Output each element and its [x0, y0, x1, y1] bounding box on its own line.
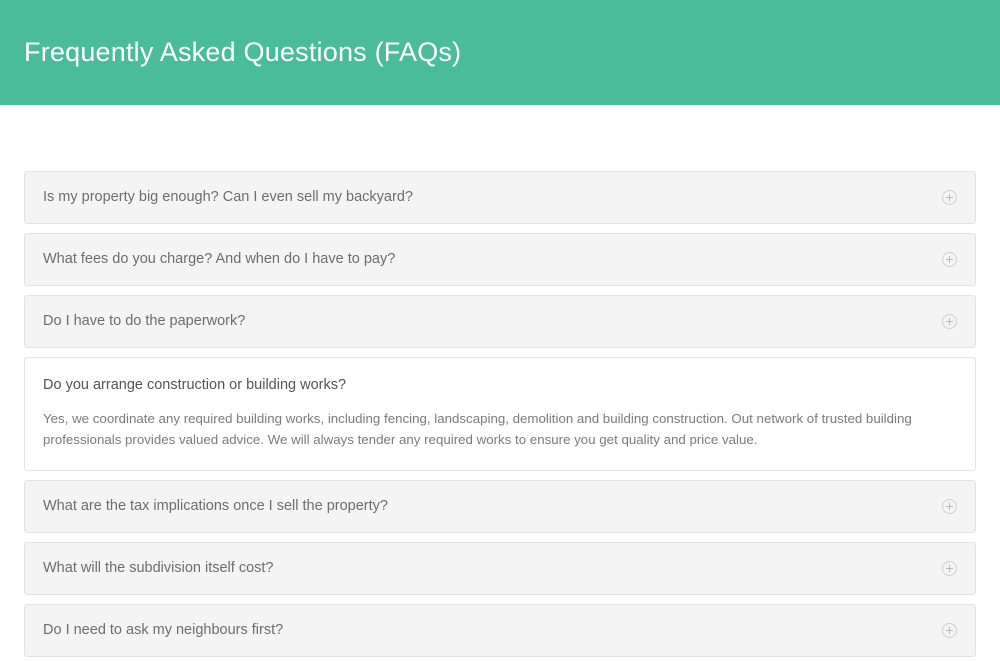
faq-question-label: Do I have to do the paperwork? — [43, 313, 246, 330]
page-header — [0, 0, 1000, 105]
plus-circle-icon[interactable] — [942, 499, 957, 514]
faq-question-row[interactable] — [25, 605, 975, 656]
faq-question-label: Do you arrange construction or building works? — [43, 377, 347, 393]
faq-item[interactable] — [24, 604, 976, 657]
plus-circle-icon[interactable] — [942, 561, 957, 576]
faq-question-label: Do I need to ask my neighbours first? — [43, 621, 284, 638]
faq-question-label: Is my property big enough? Can I even sell my backyard? — [43, 189, 413, 206]
faq-item-expanded[interactable] — [24, 357, 976, 471]
faq-accordion — [0, 105, 1000, 657]
faq-item[interactable] — [24, 171, 976, 224]
faq-question-label: What will the subdivision itself cost? — [43, 559, 274, 576]
faq-question-row[interactable] — [25, 481, 975, 532]
faq-question-row[interactable] — [25, 172, 975, 223]
faq-item[interactable] — [24, 295, 976, 348]
faq-item[interactable] — [24, 542, 976, 595]
faq-item[interactable] — [24, 480, 976, 533]
faq-question-row[interactable] — [25, 234, 975, 285]
faq-question-label: What fees do you charge? And when do I have to pay? — [43, 251, 396, 268]
plus-circle-icon[interactable] — [942, 623, 957, 638]
plus-circle-icon[interactable] — [942, 252, 957, 267]
plus-circle-icon[interactable] — [942, 190, 957, 205]
plus-circle-icon[interactable] — [942, 314, 957, 329]
page-title: Frequently Asked Questions (FAQs) — [24, 36, 462, 67]
faq-question-row[interactable] — [25, 543, 975, 594]
faq-question-row[interactable] — [25, 296, 975, 347]
faq-item[interactable] — [24, 233, 976, 286]
faq-question-row[interactable] — [25, 358, 975, 395]
faq-answer-text: Yes, we coordinate any required building works, including fencing, landscaping, demolition and building construction. Out network of trusted building professionals provides valued advice. We will always tender any required works to ensure you get quality and price value. — [43, 410, 912, 448]
faq-question-label: What are the tax implications once I sell the property? — [43, 497, 388, 514]
